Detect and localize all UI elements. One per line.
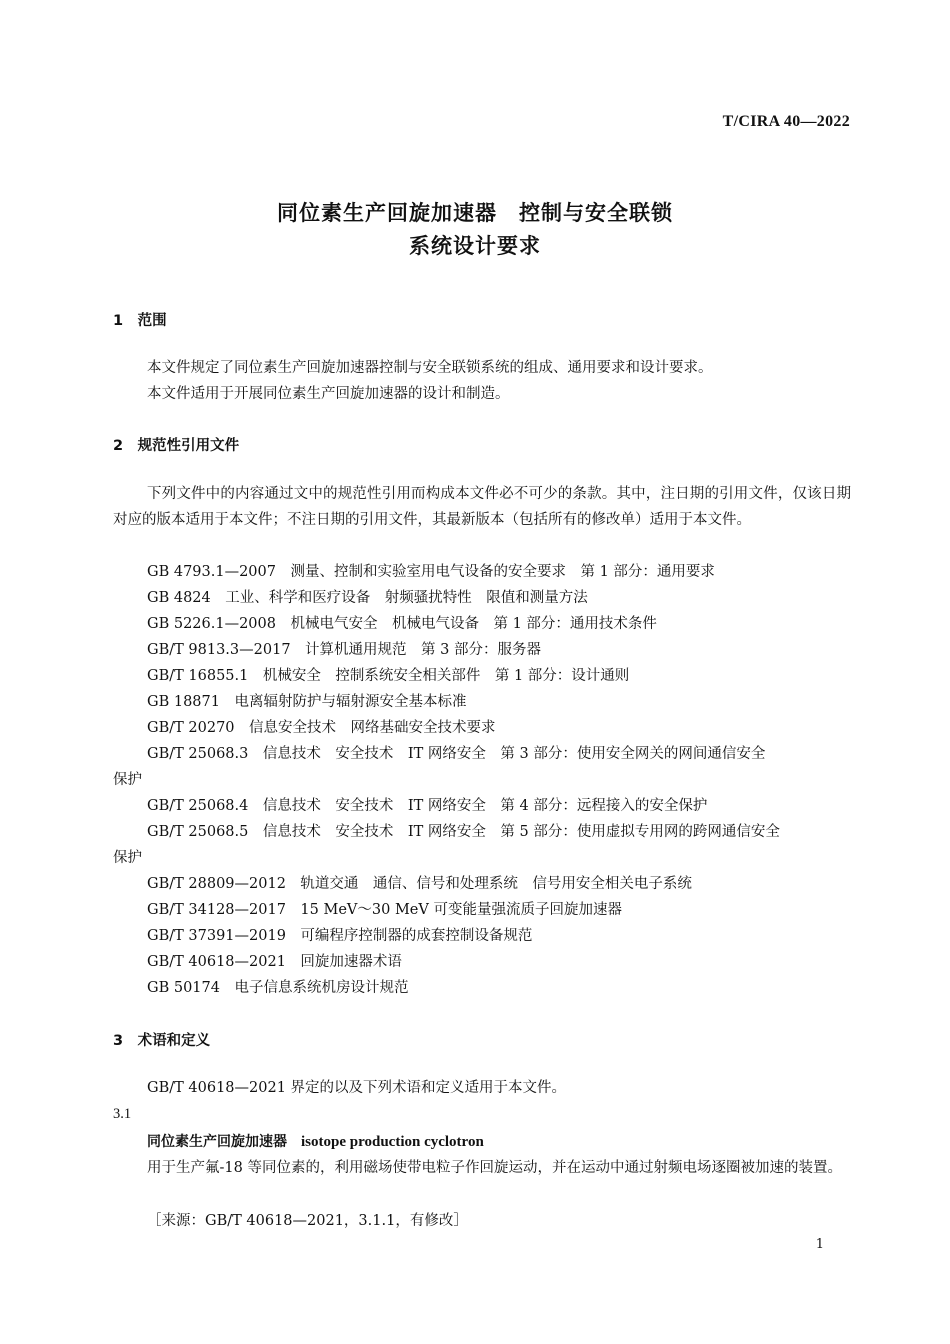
section-3-heading: 3 术语和定义 (113, 1033, 211, 1049)
term-definition: 用于生产氟-18 等同位素的，利用磁场使带电粒子作回旋运动，并在运动中通过射频电场逐圈被加速的装置。 (147, 1160, 842, 1176)
reference-item: GB/T 37391—2019 可编程序控制器的成套控制设备规范 (147, 928, 533, 944)
term-heading (147, 1131, 484, 1151)
page-number: 1 (815, 1237, 824, 1252)
document-number: T/CIRA 40—2022 (722, 113, 850, 130)
reference-item: GB/T 9813.3—2017 计算机通用规范 第 3 部分：服务器 (147, 642, 541, 658)
section-1-heading: 1 范围 (113, 313, 167, 329)
reference-item: GB 4824 工业、科学和医疗设备 射频骚扰特性 限值和测量方法 (147, 590, 588, 606)
reference-item: GB/T 34128—2017 15 MeV～30 MeV 可变能量强流质子回旋加速器 (147, 902, 622, 918)
term-name-cn: 同位素生产回旋加速器 (147, 1134, 287, 1150)
section-2-intro: 下列文件中的内容通过文中的规范性引用而构成本文件必不可少的条款。其中，注日期的引用文件，仅该日期对应的版本适用于本文件；不注日期的引用文件，其最新版本（包括所有的修改单）适用于本文件。 (113, 486, 851, 528)
reference-item: GB 5226.1—2008 机械电气安全 机械电气设备 第 1 部分：通用技术条件 (147, 616, 657, 632)
reference-item: GB/T 16855.1 机械安全 控制系统安全相关部件 第 1 部分：设计通则 (147, 668, 630, 684)
reference-item-continuation: 保护 (113, 850, 142, 866)
section-1-paragraph-1: 本文件规定了同位素生产回旋加速器控制与安全联锁系统的组成、通用要求和设计要求。 (147, 360, 713, 376)
term-source: ［来源：GB/T 40618—2021，3.1.1，有修改］ (147, 1213, 468, 1229)
term-name-en: isotope production cyclotron (301, 1134, 484, 1150)
reference-item: GB 4793.1—2007 测量、控制和实验室用电气设备的安全要求 第 1 部分：通用要求 (147, 564, 715, 580)
reference-item: GB/T 25068.3 信息技术 安全技术 IT 网络安全 第 3 部分：使用安全网关的网间通信安全 (147, 746, 766, 762)
reference-item: GB/T 25068.4 信息技术 安全技术 IT 网络安全 第 4 部分：远程接入的安全保护 (147, 798, 708, 814)
reference-item: GB 50174 电子信息系统机房设计规范 (147, 980, 409, 996)
term-number: 3.1 (113, 1106, 132, 1122)
reference-item: GB/T 25068.5 信息技术 安全技术 IT 网络安全 第 5 部分：使用虚拟专用网的跨网通信安全 (147, 824, 780, 840)
section-1-paragraph-2: 本文件适用于开展同位素生产回旋加速器的设计和制造。 (147, 386, 510, 402)
document-title-line1: 同位素生产回旋加速器 控制与安全联锁 (277, 201, 673, 225)
reference-item: GB/T 28809—2012 轨道交通 通信、信号和处理系统 信号用安全相关电子系统 (147, 876, 692, 892)
reference-item-continuation: 保护 (113, 772, 142, 788)
reference-item: GB/T 40618—2021 回旋加速器术语 (147, 954, 402, 970)
section-2-heading: 2 规范性引用文件 (113, 438, 240, 454)
document-title-line2: 系统设计要求 (409, 234, 541, 258)
reference-item: GB 18871 电离辐射防护与辐射源安全基本标准 (147, 694, 467, 710)
reference-item: GB/T 20270 信息安全技术 网络基础安全技术要求 (147, 720, 496, 736)
section-3-intro: GB/T 40618—2021 界定的以及下列术语和定义适用于本文件。 (147, 1080, 567, 1096)
